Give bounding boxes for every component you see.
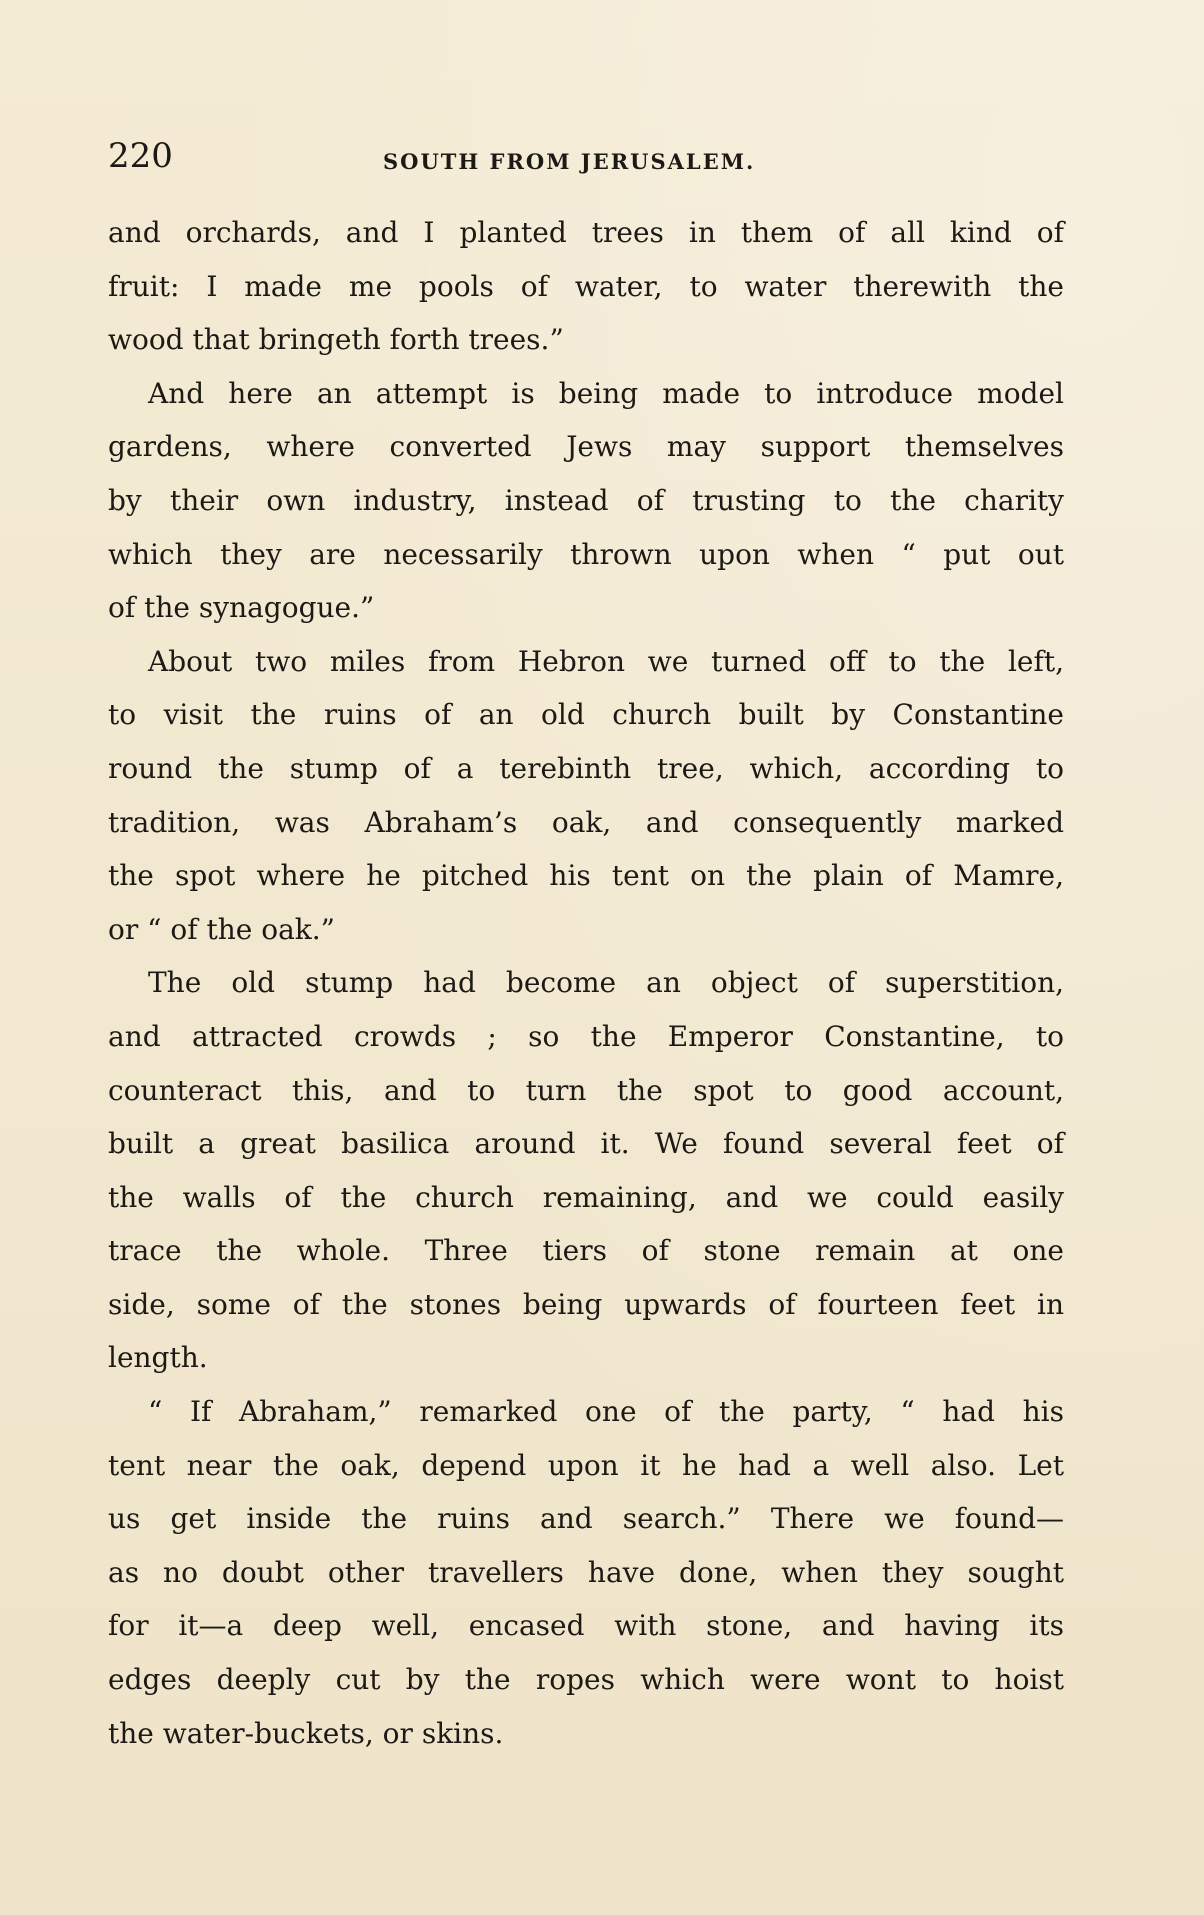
text-line: “ If Abraham,” remarked one of the party, “ had his (148, 1395, 1064, 1429)
text-line: length. (108, 1341, 208, 1375)
text-line: of the synagogue.” (108, 591, 375, 625)
text-line: gardens, where converted Jews may support themselves (108, 430, 1064, 464)
text-line: or “ of the oak.” (108, 912, 335, 946)
text-line: trace the whole. Three tiers of stone remain at one (108, 1234, 1064, 1268)
text-line: the walls of the church remaining, and we could easily (108, 1180, 1064, 1214)
text-line: wood that bringeth forth trees.” (108, 323, 564, 357)
paragraph (108, 367, 1064, 635)
page-header (108, 126, 1058, 186)
running-head: SOUTH FROM JERUSALEM. (383, 149, 756, 174)
text-line: us get inside the ruins and search.” There we found— (108, 1502, 1064, 1536)
text-line: tent near the oak, depend upon it he had a well also. Let (108, 1448, 1064, 1482)
text-line: for it—a deep well, encased with stone, and having its (108, 1609, 1064, 1643)
text-line: which they are necessarily thrown upon when “ put out (108, 537, 1064, 571)
text-line: and orchards, and I planted trees in them of all kind of (108, 216, 1064, 249)
text-line: And here an attempt is being made to introduce model (148, 376, 1064, 410)
text-line: by their own industry, instead of trusting to the charity (108, 483, 1064, 517)
text-line: the water-buckets, or skins. (108, 1716, 504, 1750)
text-line: side, some of the stones being upwards of fourteen feet in (108, 1287, 1064, 1321)
body-text (108, 206, 1064, 1760)
text-line: and attracted crowds ; so the Emperor Constantine, to (108, 1019, 1064, 1053)
text-line: tradition, was Abraham’s oak, and consequently marked (108, 805, 1064, 839)
text-line: round the stump of a terebinth tree, which, according to (108, 751, 1064, 785)
text-line: fruit: I made me pools of water, to water therewith the (108, 269, 1064, 303)
text-line: edges deeply cut by the ropes which were wont to hoist (108, 1663, 1064, 1697)
text-line: counteract this, and to turn the spot to good account, (108, 1073, 1064, 1107)
paragraph (108, 206, 1064, 367)
paragraph (108, 635, 1064, 957)
paragraph (108, 1385, 1064, 1760)
text-line: The old stump had become an object of superstition, (148, 966, 1064, 1000)
text-line: to visit the ruins of an old church built by Constantine (108, 698, 1064, 732)
text-line: built a great basilica around it. We found several feet of (108, 1127, 1064, 1161)
text-line: About two miles from Hebron we turned off to the left, (148, 644, 1064, 678)
text-line: as no doubt other travellers have done, when they sought (108, 1555, 1064, 1589)
page-number: 220 (108, 136, 173, 176)
text-line: the spot where he pitched his tent on the plain of Mamre, (108, 859, 1064, 893)
paragraph (108, 956, 1064, 1385)
